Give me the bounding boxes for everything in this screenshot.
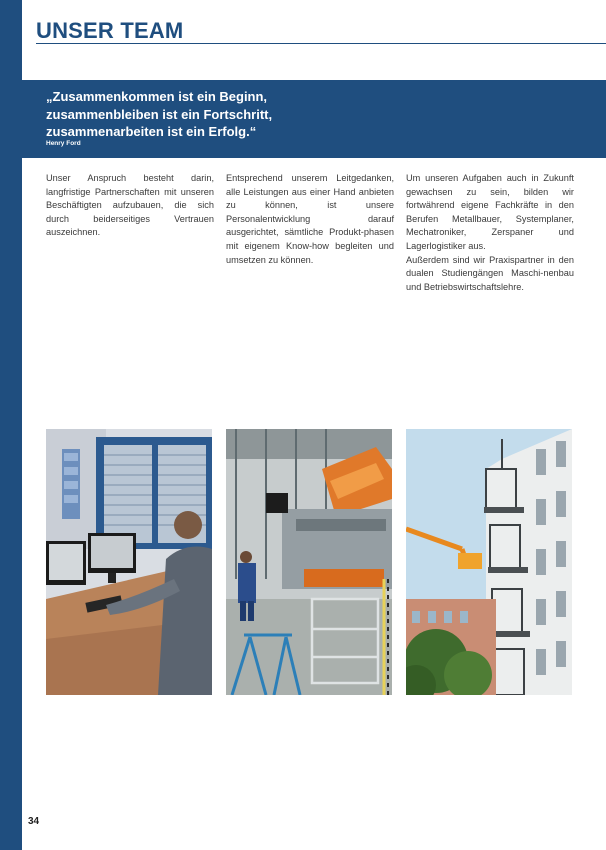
column-1-paragraph-1: Unser Anspruch besteht darin, langfristige Partnerschaften mit unseren Beschäftigten aufzubauen, die sich durch beiderseitiges Vertrauen auszeichnen.	[46, 173, 214, 238]
column-3-paragraph-1: Um unseren Aufgaben auch in Zukunft gewachsen zu sein, bilden wir fortwährend eigene Fachkräfte in den Berufen Metallbauer, Systemplaner, Mechatroniker, Zerspaner und Lagerlogistiker aus.	[406, 173, 574, 251]
page-title: UNSER TEAM	[36, 18, 184, 43]
quote-line-3: zusammenarbeiten ist ein Erfolg.“	[46, 124, 257, 139]
title-rule	[36, 43, 606, 44]
column-3-paragraph-2: Außerdem sind wir Praxispartner in den dualen Studiengängen Maschi-nenbau und Betriebswirtschaftslehre.	[406, 254, 574, 292]
side-bar	[0, 0, 22, 850]
photo-office-workstation	[46, 429, 212, 695]
quote-band	[22, 80, 606, 158]
text-column-2	[226, 172, 394, 267]
quote-author: Henry Ford	[46, 140, 81, 147]
quote-text	[46, 88, 272, 141]
text-column-1	[46, 172, 214, 240]
photo-facade-crane-lift	[406, 429, 572, 695]
quote-line-1: „Zusammenkommen ist ein Beginn,	[46, 89, 268, 104]
text-column-3	[406, 172, 574, 294]
page-number: 34	[28, 816, 40, 827]
quote-line-2: zusammenbleiben ist ein Fortschritt,	[46, 106, 273, 122]
photo-workshop-machinery	[226, 429, 392, 695]
column-2-paragraph-1: Entsprechend unserem Leitgedanken, alle Leistungen aus einer Hand anbieten zu können, ist unsere Personalentwicklung darauf ausgerichtet, sämtliche Produkt-phasen mit eigenem Know-how begleiten und umsetzen zu können.	[226, 173, 394, 265]
